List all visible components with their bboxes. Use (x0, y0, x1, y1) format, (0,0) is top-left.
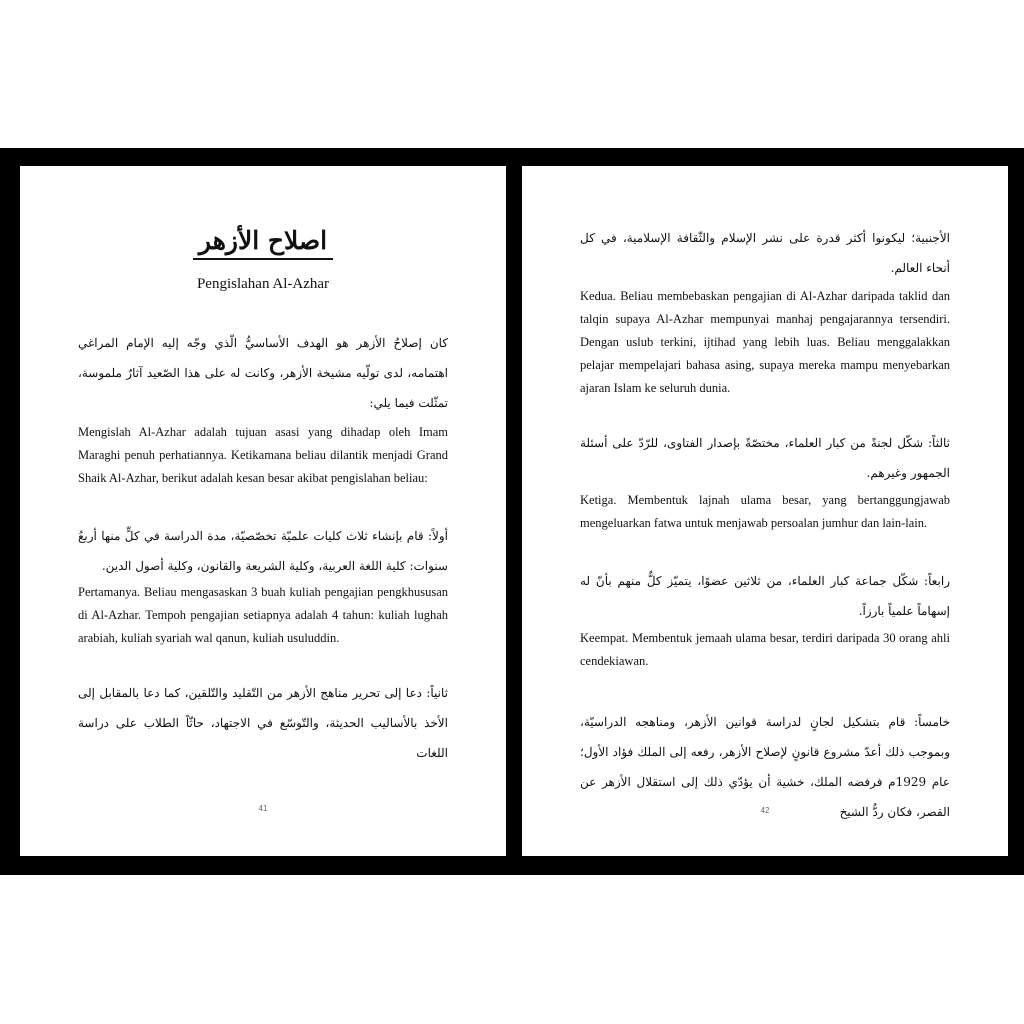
arabic-paragraph: أولاً: قام بإنشاء ثلاث كليات علميّة تخصّصيّة، مدة الدراسة في كلٍّ منها أربعُ سنوات: كلية اللغة العربية، وكلية الشريعة والقانون، وكلية أصول الدين. (78, 529, 448, 573)
page-number: 41 (258, 804, 268, 813)
arabic-paragraph: ثالثاً: شكّل لجنةً من كبار العلماء، مختصّةً بإصدار الفتاوى، للرّدّ على أسئلة الجمهور وغيرهم. (580, 436, 950, 480)
arabic-paragraph: الأجنبية؛ ليكونوا أكثر قدرة على نشر الإسلام والثّقافة الإسلامية، في كل أنحاء العالم. (580, 231, 950, 275)
malay-paragraph: Keempat. Membentuk jemaah ulama besar, terdiri daripada 30 orang ahli cendekiawan. (580, 631, 950, 668)
left-page (20, 166, 506, 856)
chapter-title-latin: Pengislahan Al-Azhar (196, 276, 330, 292)
arabic-paragraph: خامساً: قام بتشكيل لجانٍ لدراسة قوانين الأزهر، ومناهجه الدراسيّة، وبموجب ذلك أعدّ مشروع قانونٍ لإصلاح الأزهر، رفعه إلى الملك فؤاد الأول؛ عام 1929م فرفضه الملك، خشية أن يؤدّي ذلك إلى استقلال الأزهر عن القصر، فكان ردُّ الشيخ (580, 715, 950, 819)
arabic-paragraph: كان إصلاحُ الأزهر هو الهدف الأساسيُّ الّذي وجّه إليه الإمام المراغي اهتمامه، لدى تولّيه مشيخة الأزهر، وكانت له على هذا الصّعيد آثارٌ ملموسة، تمثّلت فيما يلي: (78, 336, 448, 410)
malay-paragraph: Mengislah Al-Azhar adalah tujuan asasi yang dihadap oleh Imam Maraghi penuh perhatiannya. Ketikamana beliau dilantik menjadi Grand Shaik Al-Azhar, berikut adalah kesan besar akibat pengislahan beliau: (78, 425, 448, 485)
right-page (522, 166, 1008, 856)
arabic-paragraph: ثانياً: دعا إلى تحرير مناهج الأزهر من التّقليد والتّلقين، كما دعا بالمقابل إلى الأخذ بالأساليب الحديثة، والتّوسّع في الاجتهاد، حاثّاً الطلاب على دراسة اللغات (78, 686, 448, 760)
malay-paragraph: Ketiga. Membentuk lajnah ulama besar, yang bertanggungjawab mengeluarkan fatwa untuk menjawab persoalan jumhur dan lain-lain. (580, 493, 950, 530)
malay-paragraph: Pertamanya. Beliau mengasaskan 3 buah kuliah pengajian pengkhususan di Al-Azhar. Tempoh pengajian setiapnya adalah 4 tahun: kuliah lughah arabiah, kuliah syariah wal qanun, kuliah usuluddin. (78, 585, 448, 645)
page-number: 42 (760, 806, 770, 815)
chapter-title-arabic-text: اصلاح الأزهر (193, 226, 333, 260)
chapter-title-arabic (20, 226, 506, 260)
arabic-paragraph: رابعاً: شكّل جماعة كبار العلماء، من ثلاثين عضوًا، يتميّز كلٌّ منهم بأنّ له إسهاماً علمياً بارزاً. (580, 574, 950, 618)
malay-paragraph: Kedua. Beliau membebaskan pengajian di Al-Azhar daripada taklid dan talqin supaya Al-Azhar mempunyai manhaj pengajarannya tersendiri. Dengan uslub terkini, ijtihad yang lebih luas. Beliau menggalakkan pelajar mempelajari bahasa asing, supaya mereka mampu menyebarkan ajaran Islam ke seluruh dunia. (580, 289, 950, 395)
